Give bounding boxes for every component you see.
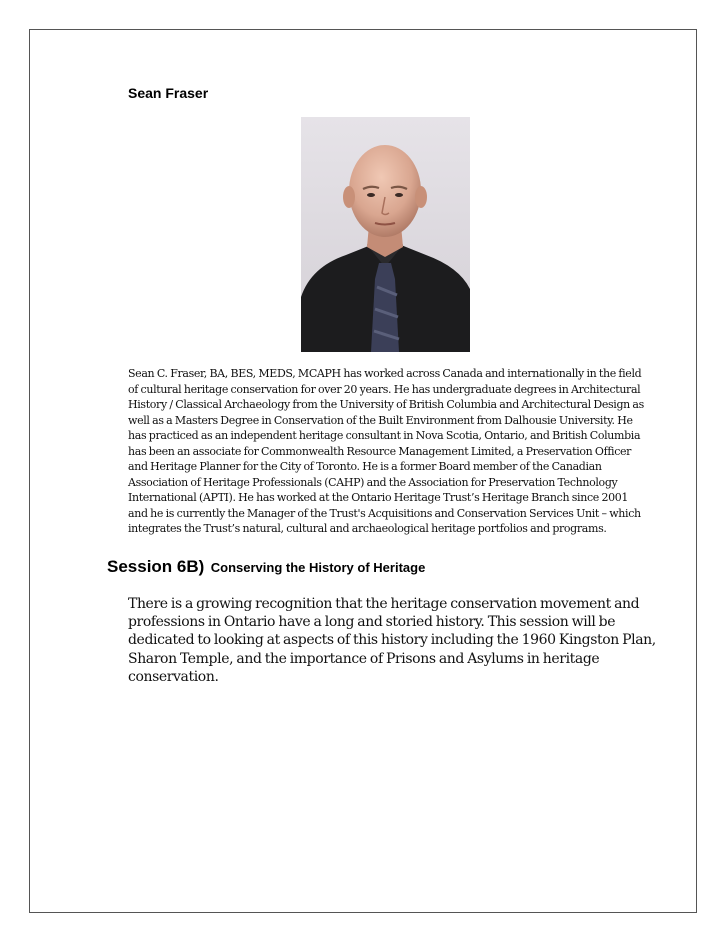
speaker-name: Sean Fraser [128, 85, 209, 101]
session-heading [107, 557, 425, 577]
session-description: There is a growing recognition that the heritage conservation movement and professions in Ontario have a long and storied history. This session will be dedicated to looking at aspects of this history including the 1960 Kingston Plan, Sharon Temple, and the importance of Prisons and Asylums in heritage conservation. [128, 596, 656, 685]
speaker-photo [301, 117, 470, 352]
session-title: Conserving the History of Heritage [210, 560, 426, 575]
session-code: Session 6B) [107, 557, 205, 576]
speaker-bio: Sean C. Fraser, BA, BES, MEDS, MCAPH has worked across Canada and internationally in the field of cultural heritage conservation for over 20 years. He has undergraduate degrees in Architectural History / Classical Archaeology from the University of British Columbia and Architectural Design as well as a Masters Degree in Conservation of the Built Environment from Dalhousie University. He has practiced as an independent heritage consultant in Nova Scotia, Ontario, and British Columbia has been an associate for Commonwealth Resource Management Limited, a Preservation Officer and Heritage Planner for the City of Toronto. He is a former Board member of the Canadian Association of Heritage Professionals (CAHP) and the Association for Preservation Technology International (APTI). He has worked at the Ontario Heritage Trust’s Heritage Branch since 2001 and he is currently the Manager of the Trust's Acquisitions and Conservation Services Unit – which integrates the Trust’s natural, cultural and archaeological heritage portfolios and programs. [128, 367, 644, 535]
